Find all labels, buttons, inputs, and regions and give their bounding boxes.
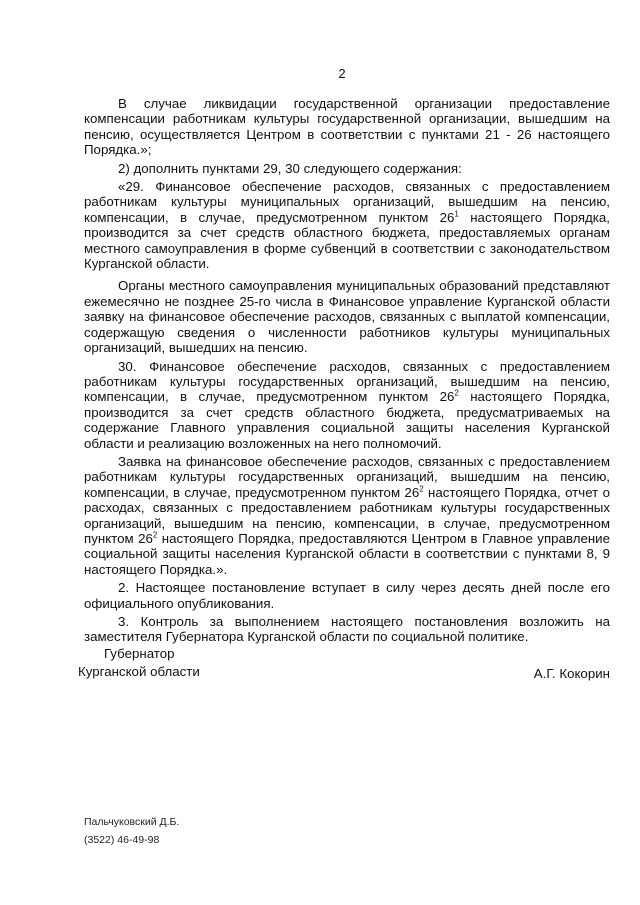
paragraph-point-30: 30. Финансовое обеспечение расходов, связанных с предоставлением работникам культуры государственных организаций, вышедшим на пенсию, компенсации, в случае, предусмотренном пунктом $26^2$ настоящего Порядка, производится за счет средств областного бюджета, предусматриваемых на содержание Главного управления социальной защиты населения Курганской области и реализацию возложенных на него полномочий. xyxy=(84,358,610,451)
paragraph-control: 3. Контроль за выполнением настоящего постановления возложить на заместителя Губернатора Курганской области по социальной политике. xyxy=(84,614,610,645)
paragraph-amendment-intro: 2) дополнить пунктами 29, 30 следующего содержания: xyxy=(118,160,462,176)
paragraph-effective-date: 2. Настоящее постановление вступает в силу через десять дней после его официального опубликования. xyxy=(84,580,610,611)
paragraph-local-authorities: Органы местного самоуправления муниципальных образований представляют ежемесячно не позднее 25-го числа в Финансовое управление Курганской области заявку на финансовое обеспечение расходов, связанных с выплатой компенсации, содержащую сведения о численности работников культуры муниципальных организаций, вышедших на пенсию. xyxy=(84,278,610,356)
executor-block xyxy=(84,813,179,849)
page-number: 2 xyxy=(338,66,346,81)
document-body xyxy=(84,96,610,648)
paragraph-application: Заявка на финансовое обеспечение расходов, связанных с предоставлением работникам культуры государственных организаций, вышедшим на пенсию, компенсации, в случае, предусмотренном пунктом $26^2$ настоящего Порядка, отчет о расходах, связанных с предоставлением работникам культуры государственных организаций, вышедшим на пенсию, компенсации, в случае, предусмотренном пунктом $26^2$ настоящего Порядка, предоставляются Центром в Главное управление социальной защиты населения Курганской области в соответствии с пунктами 8, 9 настоящего Порядка.». xyxy=(84,453,611,577)
signatory-region: Курганской области xyxy=(78,664,200,679)
executor-phone: (3522) 46-49-98 xyxy=(84,834,160,846)
paragraph-point-29: «29. Финансовое обеспечение расходов, связанных с предоставлением работникам культуры муниципальных организаций, вышедшим на пенсию, компенсации, в случае, предусмотренном пунктом $26^1$ настоящего Порядка, производится за счет средств областного бюджета, предоставляемых органам местного самоуправления в форме субвенций в соответствии с законодательством Курганской области. xyxy=(84,179,610,272)
executor-name: Пальчуковский Д.Б. xyxy=(84,816,180,828)
signatory-name: А.Г. Кокорин xyxy=(533,666,610,681)
paragraph-liquidation: В случае ликвидации государственной организации предоставление компенсации работникам культуры государственной организации, вышедшим на пенсию, осуществляется Центром в соответствии с пунктами 21 - 26 настоящего Порядка.»; xyxy=(84,96,610,158)
signatory-title: Губернатор xyxy=(104,646,175,661)
